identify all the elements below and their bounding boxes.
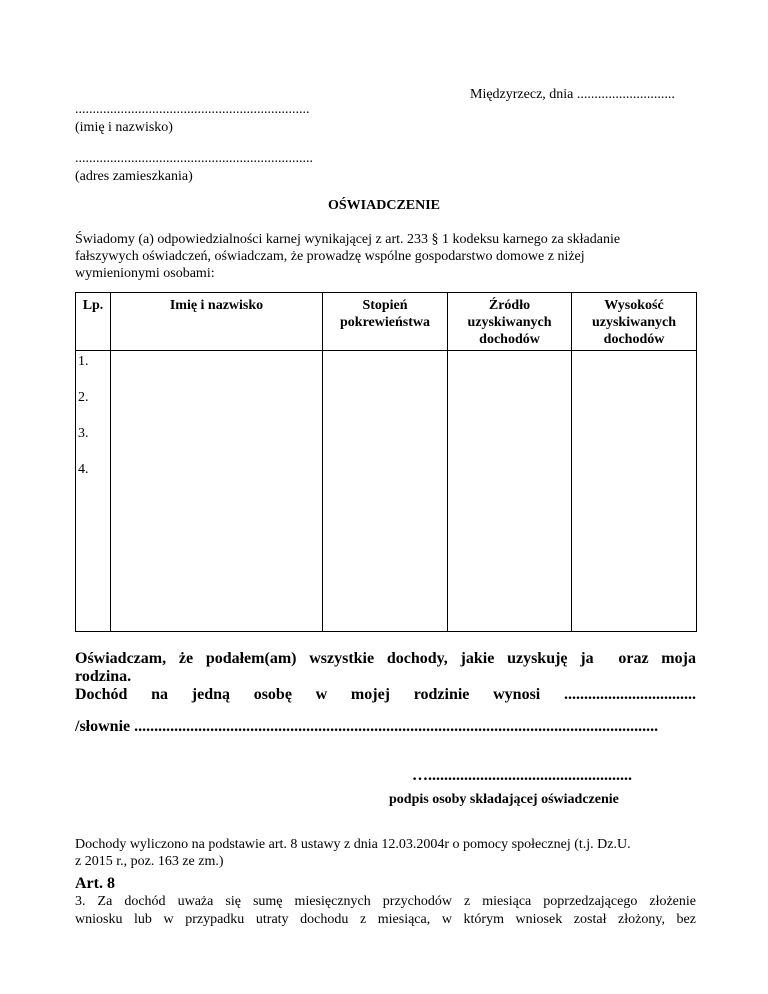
row-number: 1.	[78, 354, 89, 369]
article-line: wniosku lub w przypadku utraty dochodu z miesiąca, w którym wniosek został złożony, bez	[75, 912, 696, 927]
income-source-cell[interactable]	[448, 351, 572, 632]
row-number: 4.	[78, 462, 89, 477]
legal-basis	[75, 836, 705, 870]
signature-dots: …...................................................	[412, 767, 632, 784]
address-label: (adres zamieszkania)	[75, 169, 193, 184]
relation-cell[interactable]	[323, 351, 448, 632]
lp-column	[76, 351, 111, 632]
name-label: (imię i nazwisko)	[75, 120, 173, 135]
header-lp: Lp.	[76, 293, 111, 351]
household-table	[75, 292, 697, 632]
signature-label: podpis osoby składającej oświadczenie	[389, 792, 619, 807]
address-dots: ....................................................................	[75, 151, 313, 166]
article-text	[75, 893, 696, 929]
declaration-line-2: rodzina.	[75, 668, 132, 685]
declaration-line-1: Oświadczam, że podałem(am) wszystkie dochody, jakie uzyskuję ja oraz moja	[75, 650, 696, 667]
header-relation: Stopień pokrewieństwa	[323, 293, 448, 351]
header-income-amount: Wysokość uzyskiwanych dochodów	[572, 293, 697, 351]
income-amount-dots: .................................	[563, 686, 696, 703]
row-number: 2.	[78, 390, 89, 405]
legal-basis-line: z 2015 r., poz. 163 ze zm.)	[75, 854, 224, 869]
article-heading: Art. 8	[75, 875, 115, 892]
income-amount-cell[interactable]	[572, 351, 697, 632]
amount-in-words-line: /słownie ...................................................................................................................................	[75, 718, 659, 735]
name-cell[interactable]	[111, 351, 323, 632]
declaration-line-3: Dochód na jedną osobę w mojej rodzinie wynosi .................................	[75, 686, 696, 703]
table-body-row	[76, 351, 697, 632]
intro-line: Świadomy (a) odpowiedzialności karnej wynikającej z art. 233 § 1 kodeksu karnego za składanie	[75, 232, 621, 247]
legal-basis-line: Dochody wyliczono na podstawie art. 8 ustawy z dnia 12.03.2004r o pomocy społecznej (t.j. Dz.U.	[75, 837, 631, 852]
income-declaration	[75, 650, 696, 704]
intro-line: fałszywych oświadczeń, oświadczam, że prowadzę wspólne gospodarstwo domowe z niżej	[75, 249, 585, 264]
row-number: 3.	[78, 426, 89, 441]
header-name: Imię i nazwisko	[111, 293, 323, 351]
intro-line: wymienionymi osobami:	[75, 266, 215, 281]
intro-paragraph	[75, 231, 705, 282]
header-income-source: Źródło uzyskiwanych dochodów	[448, 293, 572, 351]
place-date-line: Międzyrzecz, dnia ............................	[470, 87, 675, 102]
name-dots: ...................................................................	[75, 102, 310, 117]
table-header-row	[76, 293, 697, 351]
article-line: 3. Za dochód uważa się sumę miesięcznych przychodów z miesiąca poprzedzającego złożenie	[75, 894, 696, 909]
document-title: OŚWIADCZENIE	[327, 198, 441, 213]
